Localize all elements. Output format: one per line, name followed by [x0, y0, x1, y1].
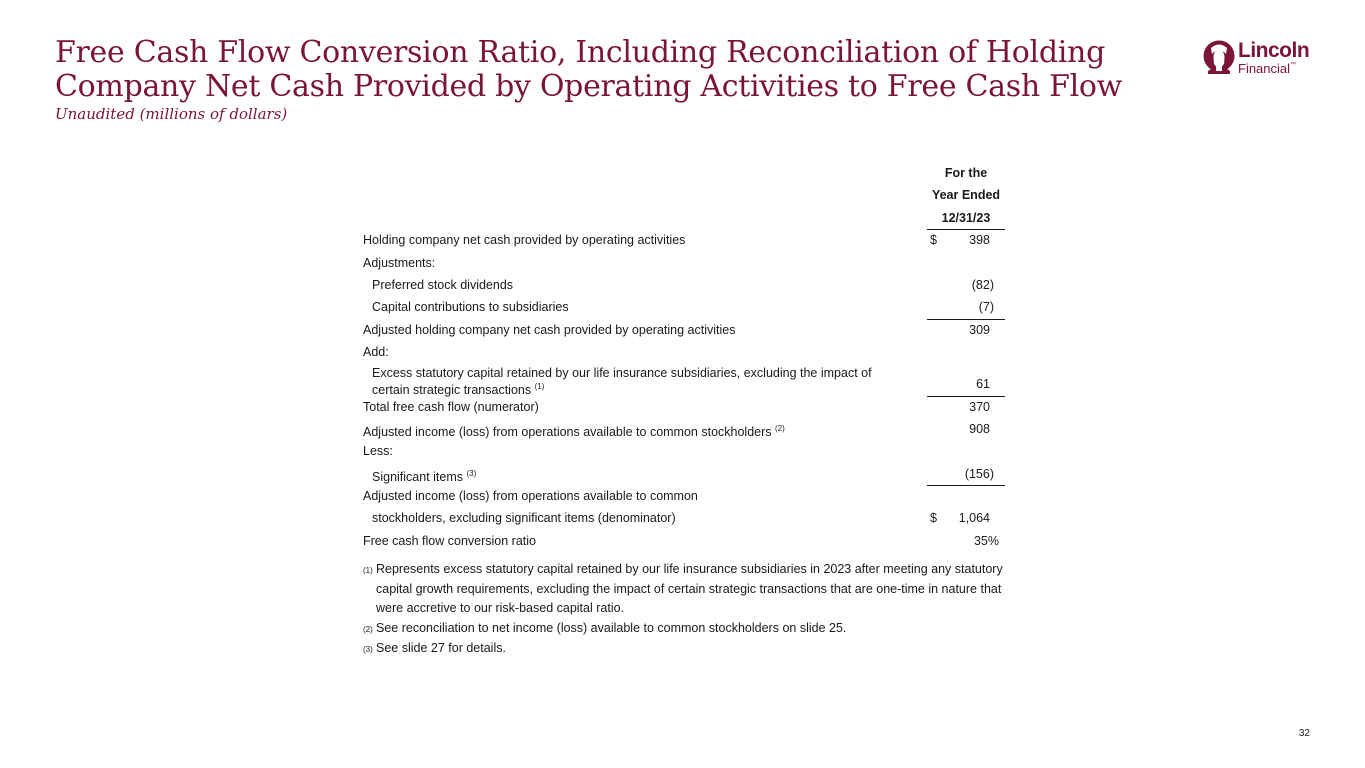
row-value: 35% [973, 533, 999, 548]
row-label: Holding company net cash provided by operating activities [363, 233, 686, 248]
row-value: 370 [969, 399, 990, 414]
page-title [55, 36, 1122, 104]
row-value: 398 [969, 233, 990, 248]
footnote [363, 639, 1005, 659]
footnote-text: Represents excess statutory capital retained by our life insurance subsidiaries in 2023 after meeting any statutory capital growth requirements, excluding the impact of certain strategic transactions that are one-time in nature that were accretive to our risk-based capital ratio. [376, 562, 1003, 615]
table-row [363, 507, 1005, 529]
table-row [363, 274, 1005, 296]
logo-line-2: Financial [1238, 61, 1291, 76]
table-row [363, 485, 1005, 507]
table-row [363, 252, 1005, 274]
table-row [363, 418, 1005, 440]
logo-wordmark [1238, 40, 1309, 75]
title-line-2: Company Net Cash Provided by Operating Activities to Free Cash Flow [55, 69, 1123, 104]
footnote-ref: (3) [466, 468, 477, 478]
footnote-mark: (2) [363, 625, 373, 634]
table-row [363, 530, 1005, 552]
table-row [363, 364, 1005, 396]
dollar-sign: $ [930, 233, 937, 248]
row-value: (82) [971, 277, 994, 292]
row-value: 309 [969, 322, 990, 337]
table-row [363, 319, 1005, 341]
row-label: Adjusted income (loss) from operations available to common [363, 489, 698, 504]
table-row [363, 229, 1005, 251]
row-value: 1,064 [958, 511, 990, 526]
row-label: stockholders, excluding significant items (denominator) [372, 511, 676, 526]
footnote-ref: (2) [775, 423, 785, 433]
footnote [363, 619, 1005, 639]
row-label: Adjusted holding company net cash provided by operating activities [363, 322, 736, 337]
footnote [363, 560, 1005, 619]
column-header-row [363, 162, 1005, 184]
page-subtitle: Unaudited (millions of dollars) [55, 105, 288, 123]
title-line-1: Free Cash Flow Conversion Ratio, Including Reconciliation of Holding [55, 35, 1105, 70]
column-header: For the [944, 166, 988, 180]
row-label: Adjusted income (loss) from operations available to common stockholders [363, 424, 772, 439]
row-label: Preferred stock dividends [372, 277, 514, 292]
table-row [363, 396, 1005, 418]
footnote-mark: (1) [363, 566, 373, 575]
column-header-row [363, 184, 1005, 206]
lincoln-financial-logo [1202, 38, 1312, 80]
table-row [363, 341, 1005, 363]
reconciliation-table [363, 162, 1005, 552]
row-label: Free cash flow conversion ratio [363, 533, 536, 548]
footnote-text: See reconciliation to net income (loss) available to common stockholders on slide 25. [376, 621, 847, 635]
footnote-text: See slide 27 for details. [376, 641, 506, 655]
row-value: 61 [976, 377, 990, 392]
footnotes [363, 560, 1005, 659]
row-label: Less: [363, 444, 393, 459]
row-label-wrapper [372, 364, 912, 397]
column-header: Year Ended [931, 188, 1001, 203]
row-label: Significant items [372, 469, 464, 484]
row-value: (156) [964, 466, 994, 481]
row-label: Add: [363, 345, 389, 360]
page-number: 32 [1298, 728, 1310, 739]
row-label: Excess statutory capital retained by our life insurance subsidiaries, excluding the impact of certain strategic transactions [372, 365, 872, 397]
table-row [363, 440, 1005, 462]
row-label: Total free cash flow (numerator) [363, 399, 539, 414]
table-row [363, 296, 1005, 318]
column-header-row [363, 207, 1005, 229]
logo-line-1: Lincoln [1238, 39, 1310, 62]
footnote-ref: (1) [534, 381, 545, 391]
row-label: Adjustments: [363, 255, 436, 270]
dollar-sign: $ [930, 511, 937, 526]
row-label: Capital contributions to subsidiaries [372, 300, 569, 315]
logo-trademark: ™ [1290, 62, 1297, 68]
table-row [363, 463, 1005, 485]
row-value: (7) [978, 300, 994, 315]
footnote-mark: (3) [363, 645, 373, 654]
row-value: 908 [969, 421, 990, 436]
lincoln-portrait-icon [1202, 38, 1236, 78]
column-header: 12/31/23 [941, 210, 991, 225]
